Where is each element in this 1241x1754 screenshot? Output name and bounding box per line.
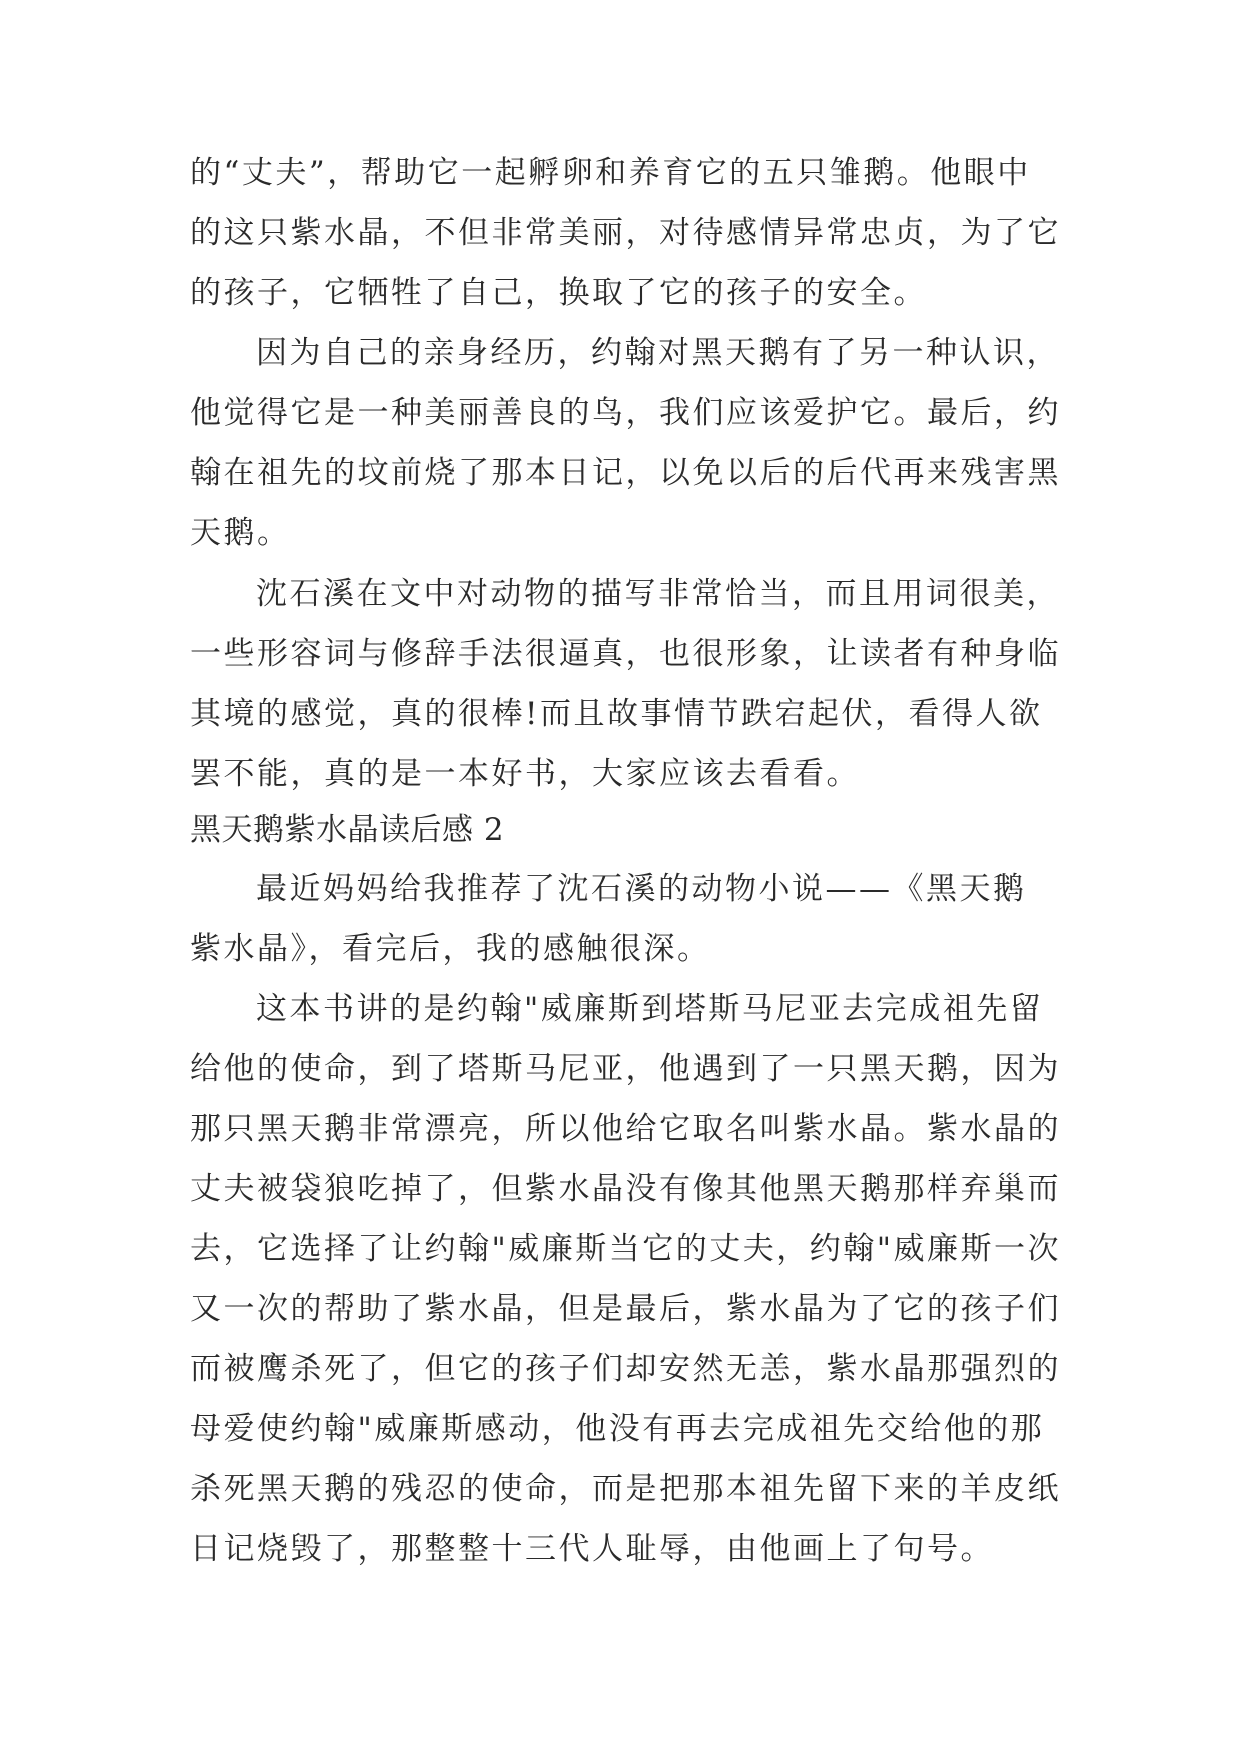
text-line: 去，它选择了让约翰"威廉斯当它的丈夫，约翰"威廉斯一次 — [190, 1231, 1062, 1267]
paragraph-first-line: 沈石溪在文中对动物的描写非常恰当，而且用词很美， — [256, 576, 1060, 612]
text-line: 那只黑天鹅非常漂亮，所以他给它取名叫紫水晶。紫水晶的 — [190, 1111, 1061, 1147]
text-line: 一些形容词与修辞手法很逼真，也很形象，让读者有种身临 — [190, 636, 1061, 672]
text-line: 其境的感觉，真的很棒!而且故事情节跌宕起伏，看得人欲 — [190, 696, 1043, 732]
paragraph-first-line: 最近妈妈给我推荐了沈石溪的动物小说——《黑天鹅 — [256, 871, 1027, 907]
section-heading: 黑天鹅紫水晶读后感 2 — [190, 812, 505, 848]
text-line: 翰在祖先的坟前烧了那本日记，以免以后的后代再来残害黑 — [190, 455, 1061, 491]
text-line: 天鹅。 — [190, 515, 291, 551]
text-line: 的这只紫水晶，不但非常美丽，对待感情异常忠贞，为了它 — [190, 215, 1061, 251]
text-line: 杀死黑天鹅的残忍的使命，而是把那本祖先留下来的羊皮纸 — [190, 1471, 1061, 1507]
text-line: 给他的使命，到了塔斯马尼亚，他遇到了一只黑天鹅，因为 — [190, 1051, 1061, 1087]
text-line: 罢不能，真的是一本好书，大家应该去看看。 — [190, 756, 860, 792]
text-line: 而被鹰杀死了，但它的孩子们却安然无恙，紫水晶那强烈的 — [190, 1351, 1061, 1387]
text-line: 他觉得它是一种美丽善良的鸟，我们应该爱护它。最后，约 — [190, 395, 1061, 431]
paragraph-first-line: 因为自己的亲身经历，约翰对黑天鹅有了另一种认识， — [256, 335, 1060, 371]
paragraph-first-line: 这本书讲的是约翰"威廉斯到塔斯马尼亚去完成祖先留 — [256, 991, 1044, 1027]
text-line: 紫水晶》，看完后，我的感触很深。 — [190, 931, 711, 967]
text-line: 又一次的帮助了紫水晶，但是最后，紫水晶为了它的孩子们 — [190, 1291, 1061, 1327]
text-line: 的孩子，它牺牲了自己，换取了它的孩子的安全。 — [190, 275, 927, 311]
text-line: 丈夫被袋狼吃掉了，但紫水晶没有像其他黑天鹅那样弃巢而 — [190, 1171, 1061, 1207]
text-line: 日记烧毁了，那整整十三代人耻辱，由他画上了句号。 — [190, 1531, 994, 1567]
text-line: 的“丈夫”，帮助它一起孵卵和养育它的五只雏鹅。他眼中 — [190, 155, 1031, 191]
text-line: 母爱使约翰"威廉斯感动，他没有再去完成祖先交给他的那 — [190, 1411, 1045, 1447]
